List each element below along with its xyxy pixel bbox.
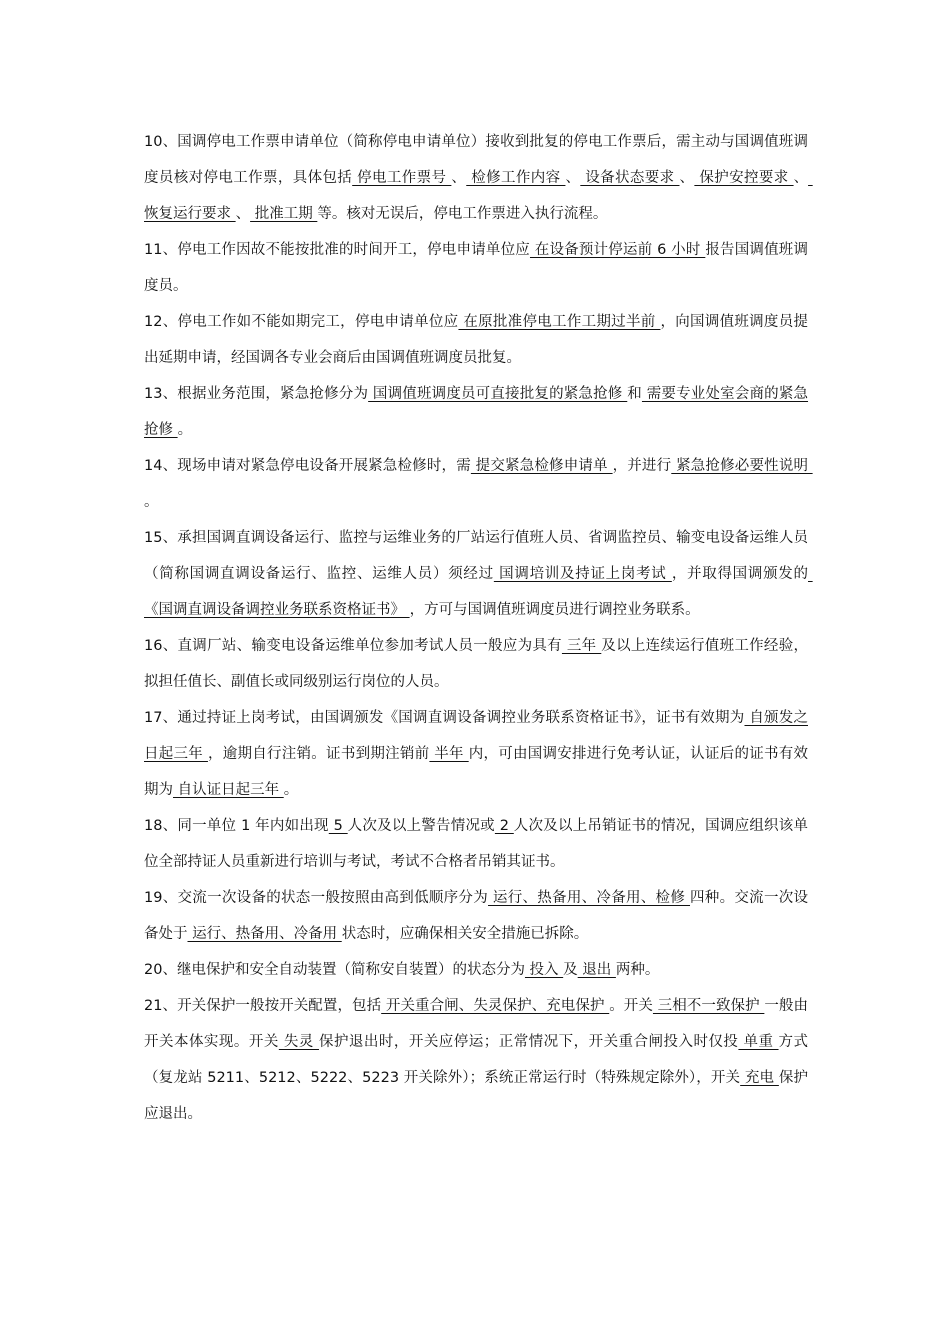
text-segment: 11、停电工作因故不能按批准的时间开工，停电申请单位应 xyxy=(144,242,530,258)
answer-blank: 失灵 xyxy=(278,1034,319,1050)
text-segment: 四种。交流一次设备处于 xyxy=(144,890,809,942)
answer-blank: 停电工作票号 xyxy=(352,170,452,186)
answer-blank: 自颁发之日起三年 xyxy=(144,710,808,762)
text-segment: 16、直调厂站、输变电设备运维单位参加考试人员一般应为具有 xyxy=(144,638,562,654)
answer-blank: 单重 xyxy=(738,1034,779,1050)
text-segment: ，方可与国调值班调度员进行调控业务联系。 xyxy=(409,602,700,618)
answer-blank: 在设备预计停运前 6 小时 xyxy=(529,242,706,258)
text-segment: 10、国调停电工作票申请单位（简称停电申请单位）接收到批复的停电工作票后，需主动与国调值班调度员核对停电工作票，具体包括 xyxy=(144,134,808,186)
text-segment: 状态时，应确保相关安全措施已拆除。 xyxy=(341,926,589,942)
answer-blank: 充电 xyxy=(740,1070,779,1086)
text-segment: 和 xyxy=(627,386,642,402)
question-10 xyxy=(144,124,813,232)
answer-blank: 开关重合闸、失灵保护、充电保护 xyxy=(381,998,610,1014)
text-segment: ，逾期自行注销。证书到期注销前 xyxy=(207,746,430,762)
text-segment: 保护应退出。 xyxy=(144,1070,808,1122)
question-18 xyxy=(144,808,808,880)
text-segment: 报告国调值班调度员。 xyxy=(144,242,809,294)
text-segment: 及以上连续运行值班工作经验，拟担任值长、副值长或同级别运行岗位的人员。 xyxy=(144,638,809,690)
text-segment: 17、通过持证上岗考试，由国调颁发《国调直调设备调控业务联系资格证书》，证书有效期为 xyxy=(144,710,745,726)
text-segment: 人次及以上警告情况或 xyxy=(347,818,495,834)
question-20 xyxy=(144,952,808,988)
answer-blank: 半年 xyxy=(429,746,469,762)
text-segment: 两种。 xyxy=(615,962,660,978)
text-segment: 。开关 xyxy=(609,998,653,1014)
question-21 xyxy=(144,988,808,1132)
question-14 xyxy=(144,448,813,520)
answer-blank: 在原批准停电工作工期过半前 xyxy=(458,314,661,330)
question-11 xyxy=(144,232,808,304)
question-12 xyxy=(144,304,808,376)
text-segment: 12、停电工作如不能如期完工，停电申请单位应 xyxy=(144,314,459,330)
text-segment: 等。核对无误后，停电工作票进入执行流程。 xyxy=(317,206,608,222)
question-15 xyxy=(144,520,813,628)
answer-blank: 国调值班调度员可直接批复的紧急抢修 xyxy=(368,386,628,402)
document-page xyxy=(144,124,813,1132)
answer-blank: 2 xyxy=(494,818,514,834)
answer-blank: 提交紧急检修申请单 xyxy=(470,458,613,474)
answer-blank: 紧急抢修必要性说明 xyxy=(671,458,813,474)
answer-blank: 设备状态要求 xyxy=(580,170,680,186)
text-segment: 一般由开关本体实现。开关 xyxy=(144,998,809,1050)
text-segment: 、 xyxy=(679,170,695,186)
text-segment: 、 xyxy=(793,170,809,186)
text-segment: 。 xyxy=(283,782,299,798)
answer-blank: 5 xyxy=(328,818,348,834)
text-segment: 21、开关保护一般按开关配置，包括 xyxy=(144,998,382,1014)
answer-blank: 检修工作内容 xyxy=(466,170,566,186)
answer-blank: 运行、热备用、冷备用、检修 xyxy=(488,890,691,906)
text-segment: 19、交流一次设备的状态一般按照由高到低顺序分为 xyxy=(144,890,489,906)
text-segment: 20、继电保护和安全自动装置（简称安自装置）的状态分为 xyxy=(144,962,525,978)
text-segment: 保护退出时，开关应停运；正常情况下，开关重合闸投入时仅投 xyxy=(318,1034,739,1050)
text-segment: 。 xyxy=(144,494,159,510)
answer-blank: 三相不一致保护 xyxy=(652,998,765,1014)
text-segment: 18、同一单位 1 年内如出现 xyxy=(144,818,329,834)
text-segment: 14、现场申请对紧急停电设备开展紧急检修时，需 xyxy=(144,458,471,474)
text-segment: 人次及以上吊销证书的情况，国调应组织该单位全部持证人员重新进行培训与考试，考试不合格者吊销其证书。 xyxy=(144,818,808,870)
text-segment: 内，可由国调安排进行免考认证，认证后的证书有效期为 xyxy=(144,746,809,798)
question-13 xyxy=(144,376,808,448)
text-segment: 方式（复龙站 5211、5212、5222、5223 开关除外）；系统正常运行时（特殊规定除外），开关 xyxy=(144,1034,809,1086)
answer-blank: 国调培训及持证上岗考试 xyxy=(493,566,672,582)
answer-blank: 《国调直调设备调控业务联系资格证书》 xyxy=(144,566,813,618)
text-segment: ，向国调值班调度员提出延期申请，经国调各专业会商后由国调值班调度员批复。 xyxy=(144,314,809,366)
answer-blank: 三年 xyxy=(561,638,602,654)
text-segment: ，并取得国调颁发的 xyxy=(671,566,809,582)
text-segment: 13、根据业务范围，紧急抢修分为 xyxy=(144,386,369,402)
answer-blank: 投入 xyxy=(524,962,564,978)
text-segment: 、 xyxy=(565,170,581,186)
text-segment: 15、承担国调直调设备运行、监控与运维业务的厂站运行值班人员、省调监控员、输变电设备运维人员（简称国调直调设备运行、监控、运维人员）须经过 xyxy=(144,530,808,582)
text-segment: ，并进行 xyxy=(612,458,672,474)
question-17 xyxy=(144,700,808,808)
text-segment: 及 xyxy=(563,962,578,978)
answer-blank: 自认证日起三年 xyxy=(173,782,284,798)
answer-blank: 批准工期 xyxy=(250,206,318,222)
question-19 xyxy=(144,880,808,952)
answer-blank: 保护安控要求 xyxy=(694,170,794,186)
answer-blank: 运行、热备用、冷备用 xyxy=(187,926,342,942)
text-segment: 、 xyxy=(451,170,467,186)
answer-blank: 恢复运行要求 xyxy=(144,170,813,222)
question-16 xyxy=(144,628,808,700)
answer-blank: 退出 xyxy=(577,962,616,978)
answer-blank: 需要专业处室会商的紧急抢修 xyxy=(144,386,809,438)
text-segment: 、 xyxy=(235,206,251,222)
text-segment: 。 xyxy=(177,422,193,438)
